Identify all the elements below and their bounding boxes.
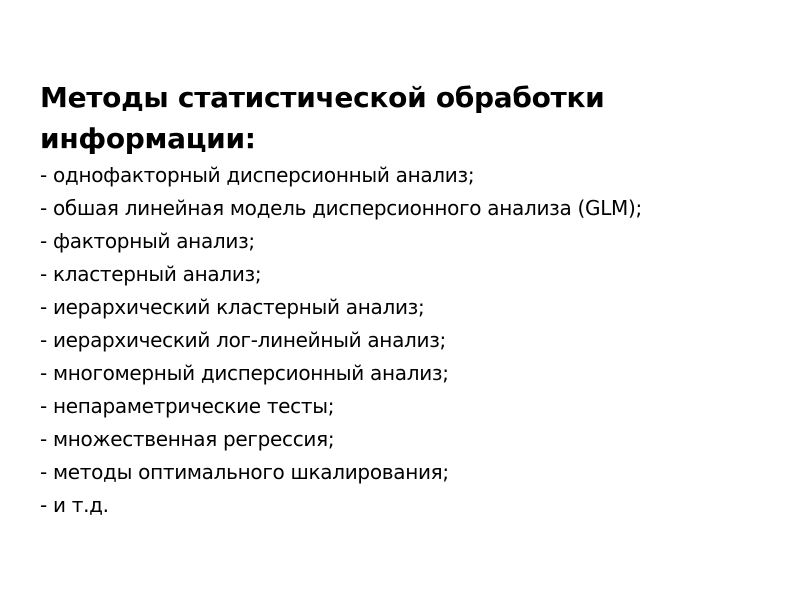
list-item: - однофакторный дисперсионный анализ; — [40, 163, 475, 187]
list-item: - и т.д. — [40, 493, 109, 517]
list-item: - непараметрические тесты; — [40, 394, 335, 418]
slide-title: Методы статистической обработки информации: — [40, 81, 605, 155]
list-item: - иерархический лог-линейный анализ; — [40, 328, 446, 352]
list-item: - обшая линейная модель дисперсионного анализа (GLM); — [40, 196, 642, 220]
list-item: - многомерный дисперсионный анализ; — [40, 361, 449, 385]
list-item: - иерархический кластерный анализ; — [40, 295, 425, 319]
list-item: - методы оптимального шкалирования; — [40, 460, 449, 484]
list-item: - кластерный анализ; — [40, 262, 262, 286]
list-item: - множественная регрессия; — [40, 427, 335, 451]
slide-content — [40, 77, 780, 522]
methods-list — [40, 159, 780, 522]
list-item: - факторный анализ; — [40, 229, 255, 253]
